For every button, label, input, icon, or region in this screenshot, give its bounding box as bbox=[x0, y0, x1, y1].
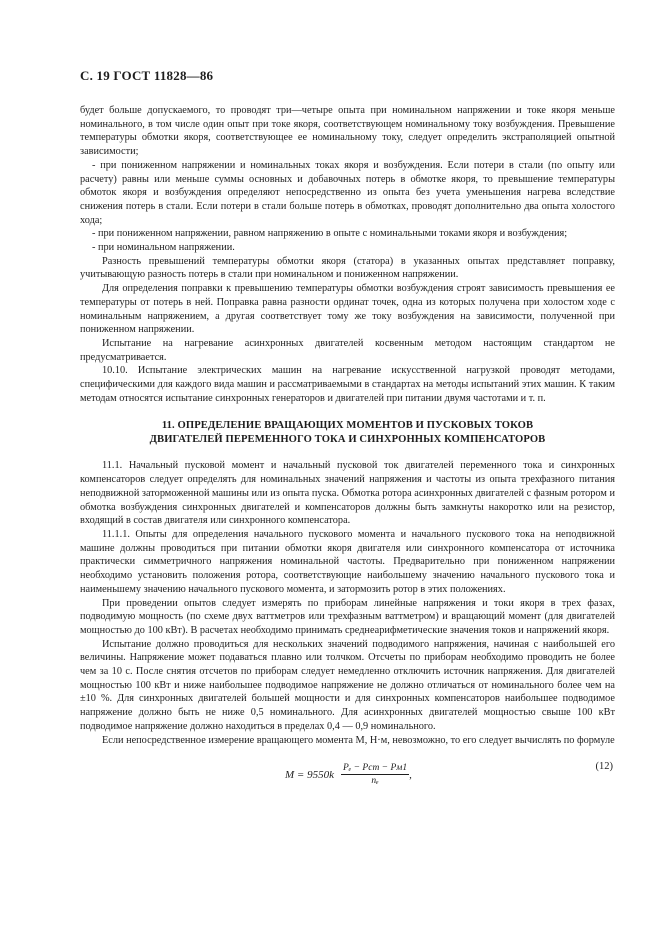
section-title bbox=[80, 419, 615, 447]
paragraph: будет больше допускаемого, то проводят три—четыре опыта при номинальном напряжении и токе якоря меньше номинального, в том числе один опыт при токе якоря, соответствующем номинальному току возбуждения. Превышение температуры обмотки якоря, соответствующее ее номинальному току, следует определить экстраполяцией опытной зависимости; bbox=[80, 105, 615, 158]
paragraph: Для определения поправки к превышению температуры обмотки возбуждения строят зависимость превышения ее температуры от потерь в ней. Поправка равна разности ординат точек, одна из которых получена при холостом ходе с номинальным напряжением, а другая соответствует тому же току возбуждения на зависимости, полученной при пониженном напряжении. bbox=[80, 283, 615, 336]
formula-trailing-comma: , bbox=[409, 768, 412, 781]
bottom-text-block bbox=[80, 459, 615, 747]
paragraph: 11.1. Начальный пусковой момент и начальный пусковой ток двигателей переменного тока и синхронных компенсаторов следует определять для номинальных значений напряжения и частоты из опыта трехфазного питания неподвижной заторможенной машины или из опыта пуска. Обмотка ротора асинхронных двигателей с фазным ротором и обмотка возбуждения синхронных двигателей и компенсаторов должны быть замкнуты накоротко или на резистор, входящий в состав двигателя или синхронного компенсатора. bbox=[80, 460, 615, 527]
paragraph: 11.1.1. Опыты для определения начального пускового момента и начального пускового тока на неподвижной машине должны проводиться при питании обмотки якоря двигателя или синхронного компенсатора от источника практически симметричного напряжения номинальной частоты. Предварительно при пониженном напряжении необходимо установить положения ротора, соответствующие наибольшему значению начального пускового тока и наименьшему значению начального пускового момента, и затормозить ротор в этих положениях. bbox=[80, 528, 615, 595]
formula-fraction bbox=[341, 763, 409, 786]
page-header: С. 19 ГОСТ 11828—86 bbox=[80, 68, 214, 83]
list-item: - при номинальном напряжении. bbox=[92, 242, 235, 254]
top-text-block bbox=[80, 104, 615, 405]
formula-denominator: nₑ bbox=[371, 776, 379, 787]
paragraph: При проведении опытов следует измерять по приборам линейные напряжения и токи якоря в трех фазах, подводимую мощность (по схеме двух ваттметров или трехфазным ваттметром) и вращающий момент (для двигателей мощностью до 100 кВт). В расчетах необходимо принимать среднеарифметические значения токов и напряжений якоря. bbox=[80, 597, 615, 636]
paragraph: Испытание на нагревание асинхронных двигателей косвенным методом настоящим стандартом не предусматривается. bbox=[80, 337, 615, 363]
formula-lhs: M = 9550k bbox=[285, 768, 334, 781]
paragraph: Испытание должно проводиться для нескольких значений подводимого напряжения, начиная с наибольшей его величины. Напряжение может подаваться плавно или толчком. Отсчеты по приборам необходимо проводить не более чем за 10 с. После снятия отсчетов по приборам следует немедленно отключить источник напряжения. Для двигателей мощностью 100 кВт и ниже наибольшее подводимое напряжение не должно отличаться от номинального более чем на ±10 %. Для синхронных двигателей большей мощности и для синхронных компенсаторов наибольшее подводимое напряжение должно быть не ниже 0,5 номинального. Для асинхронных двигателей мощностью свыше 100 кВт подводимое напряжение должно находиться в пределах 0,4 — 0,9 номинального. bbox=[80, 638, 615, 732]
paragraph: Разность превышений температуры обмотки якоря (статора) в указанных опытах представляет поправку, учитывающую разность потерь в стали при номинальном и пониженном напряжении. bbox=[80, 255, 615, 281]
formula-row bbox=[80, 757, 615, 797]
document-page bbox=[80, 68, 615, 797]
paragraph: Если непосредственное измерение вращающего момента M, Н·м, невозможно, то его следует вычислять по формуле bbox=[102, 734, 615, 746]
formula bbox=[285, 763, 412, 786]
section-title-line: ДВИГАТЕЛЕЙ ПЕРЕМЕННОГО ТОКА И СИНХРОННЫХ КОМПЕНСАТОРОВ bbox=[149, 434, 546, 446]
paragraph: 10.10. Испытание электрических машин на нагревание искусственной нагрузкой проводят методами, специфическими для каждого вида машин и рассматриваемыми в стандартах на методы испытаний этих машин. К таким методам относятся испытание синхронных генераторов и двигателей при питании двумя частотами и т. п. bbox=[80, 365, 615, 404]
section-title-line: 11. ОПРЕДЕЛЕНИЕ ВРАЩАЮЩИХ МОМЕНТОВ И ПУСКОВЫХ ТОКОВ bbox=[161, 420, 534, 432]
list-item: - при пониженном напряжении, равном напряжению в опыте с номинальными токами якоря и возбуждения; bbox=[92, 228, 568, 240]
list-item: - при пониженном напряжении и номинальных токах якоря и возбуждения. Если потери в стали (по опыту или расчету) равны или меньше суммы основных и добавочных потерь в обмотке якоря, то превышение температуры обмоток якоря и возбуждения определяют непосредственно из опыта без учета уменьшения нагрева вследствие снижения потерь в стали. Если потери в стали больше потерь в обмотках, проводят дополнительно два опыта холостого хода; bbox=[80, 159, 615, 226]
equation-number: (12) bbox=[595, 761, 613, 773]
formula-numerator: Pₑ − Pст − Pм1 bbox=[342, 763, 408, 774]
